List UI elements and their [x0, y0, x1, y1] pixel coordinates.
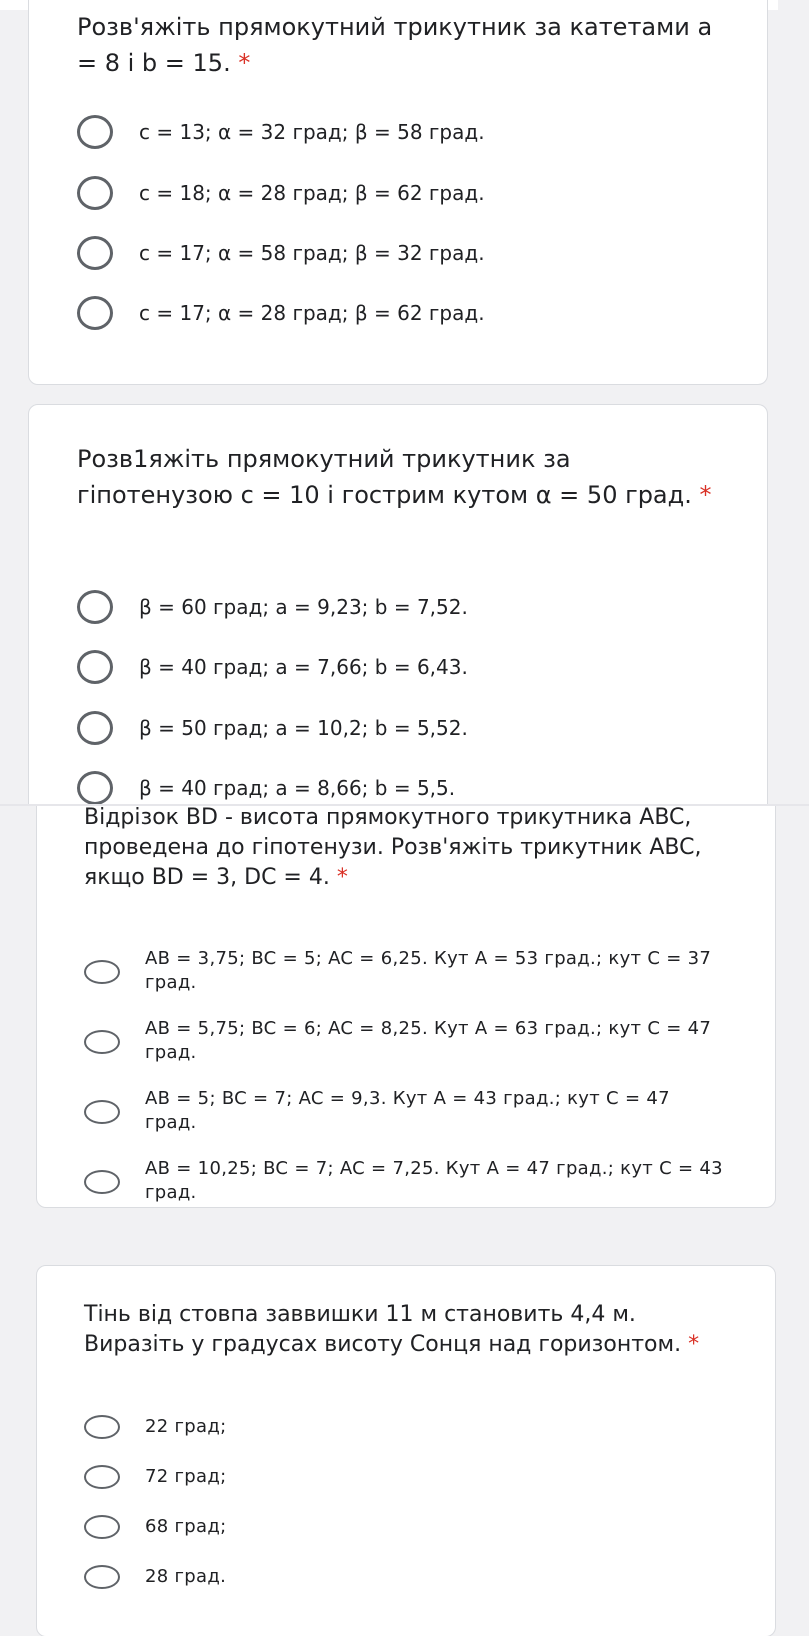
- required-asterisk: *: [238, 49, 251, 77]
- question-title-2: Розв1яжіть прямокутний трикутник за гіпотенузою с = 10 і гострим кутом α = 50 град. *: [77, 445, 712, 509]
- question-title-4: Тінь від стовпа заввишки 11 м становить 4,4 м. Виразіть у градусах висоту Сонця над горизонтом. *: [84, 1302, 700, 1357]
- required-asterisk: *: [688, 1332, 700, 1357]
- required-asterisk: *: [336, 865, 348, 890]
- question-card-1: [28, 0, 768, 385]
- question-card-2: [28, 404, 768, 806]
- radio-button[interactable]: [84, 1515, 120, 1539]
- radio-button[interactable]: [84, 1170, 120, 1194]
- option-label: c = 17; α = 28 град; β = 62 град.: [139, 301, 485, 325]
- option-label: β = 40 град; a = 7,66; b = 6,43.: [139, 655, 468, 679]
- option-label: AB = 10,25; BC = 7; AC = 7,25. Кут A = 47 град.; кут C = 43 град.: [145, 1158, 723, 1203]
- radio-button[interactable]: [77, 296, 113, 330]
- option-label: β = 50 град; a = 10,2; b = 5,52.: [139, 716, 468, 740]
- option-label: 68 град;: [145, 1516, 227, 1537]
- question-title-3: Відрізок BD - висота прямокутного трикутника ABC, проведена до гіпотенузи. Розв'яжіть трикутник ABC, якщо BD = 3, DC = 4. *: [84, 806, 702, 890]
- screenshot-bottom: [0, 806, 809, 1636]
- radio-button[interactable]: [84, 1030, 120, 1054]
- screenshot-top: [0, 0, 809, 806]
- question-card-3: [36, 806, 776, 1208]
- radio-button[interactable]: [77, 711, 113, 745]
- option-label: 28 град.: [145, 1566, 227, 1587]
- radio-button[interactable]: [77, 650, 113, 684]
- radio-button[interactable]: [84, 1565, 120, 1589]
- radio-button[interactable]: [84, 1415, 120, 1439]
- required-asterisk: *: [699, 481, 712, 509]
- option-label: c = 17; α = 58 град; β = 32 град.: [139, 241, 485, 265]
- option-label: β = 60 град; a = 9,23; b = 7,52.: [139, 595, 468, 619]
- radio-button[interactable]: [77, 236, 113, 270]
- question-card-4: [36, 1265, 776, 1636]
- radio-button[interactable]: [77, 115, 113, 149]
- radio-button[interactable]: [77, 590, 113, 624]
- radio-button[interactable]: [84, 1100, 120, 1124]
- question-title-1: Розв'яжіть прямокутний трикутник за катетами a = 8 і b = 15. *: [77, 13, 713, 77]
- radio-button[interactable]: [77, 771, 113, 805]
- option-label: β = 40 град; a = 8,66; b = 5,5.: [139, 776, 456, 800]
- option-label: AB = 3,75; BC = 5; AC = 6,25. Кут A = 53 град.; кут C = 37 град.: [145, 948, 712, 993]
- option-label: 72 град;: [145, 1466, 227, 1487]
- option-label: AB = 5; BC = 7; AC = 9,3. Кут A = 43 град.; кут C = 47 град.: [145, 1088, 670, 1133]
- option-label: c = 13; α = 32 град; β = 58 град.: [139, 120, 485, 144]
- radio-button[interactable]: [84, 960, 120, 984]
- option-label: 22 град;: [145, 1416, 227, 1437]
- radio-button[interactable]: [77, 176, 113, 210]
- option-label: AB = 5,75; BC = 6; AC = 8,25. Кут A = 63 град.; кут C = 47 град.: [145, 1018, 712, 1063]
- option-label: c = 18; α = 28 град; β = 62 град.: [139, 181, 485, 205]
- radio-button[interactable]: [84, 1465, 120, 1489]
